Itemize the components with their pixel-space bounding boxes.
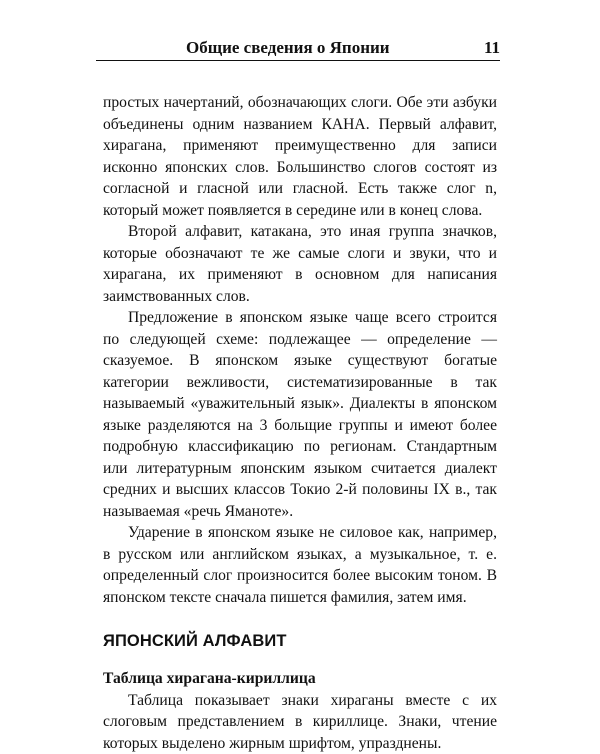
paragraph-katakana: Второй алфавит, катакана, это иная группа значков, которые обозначают те же самые слоги и звуки, что и хирагана, их применяют в основном для написания заимствованных слов. [103,221,497,307]
running-title: Общие сведения о Японии [186,38,390,58]
section-heading: ЯПОНСКИЙ АЛФАВИТ [103,630,497,652]
page-body [103,92,497,754]
running-head [96,38,500,61]
paragraph-stress: Ударение в японском языке не силовое как, например, в русском или английском языках, а музыкальное, т. е. определенный слог произносится более высоким тоном. В японском тексте сначала пишется фамилия, затем имя. [103,522,497,608]
paragraph-sentence-structure: Предложение в японском языке чаще всего строится по следующей схеме: подлежащее — определение — сказуемое. В японском языке существуют богатые категории вежливости, систематизированные в так называемый «уважительный язык». Диалекты в японском языке разделяются на 3 больщие группы и имеют более подробную классификацию по регионам. Стандартным или литературным японским языком считается диалект средних и высших классов Токио 2-й половины IX в., так называемая «речь Яманоте». [103,307,497,522]
paragraph-table-intro: Таблица показывает знаки хираганы вместе с их слоговым представлением в кириллице. Знаки, чтение которых выделено жирным шрифтом, упразднены. [103,690,497,754]
page-number: 11 [484,38,500,58]
paragraph-continuation: простых начертаний, обозначающих слоги. Обе эти азбуки объединены одним названием КАНА. Первый алфавит, хирагана, применяют преимущественно для записи исконно японских слов. Большинство слогов состоят из согласной и гласной или гласной. Есть также слог n, который может появляется в середине или в конец слова. [103,92,497,221]
sub-heading: Таблица хирагана-кириллица [103,668,497,690]
